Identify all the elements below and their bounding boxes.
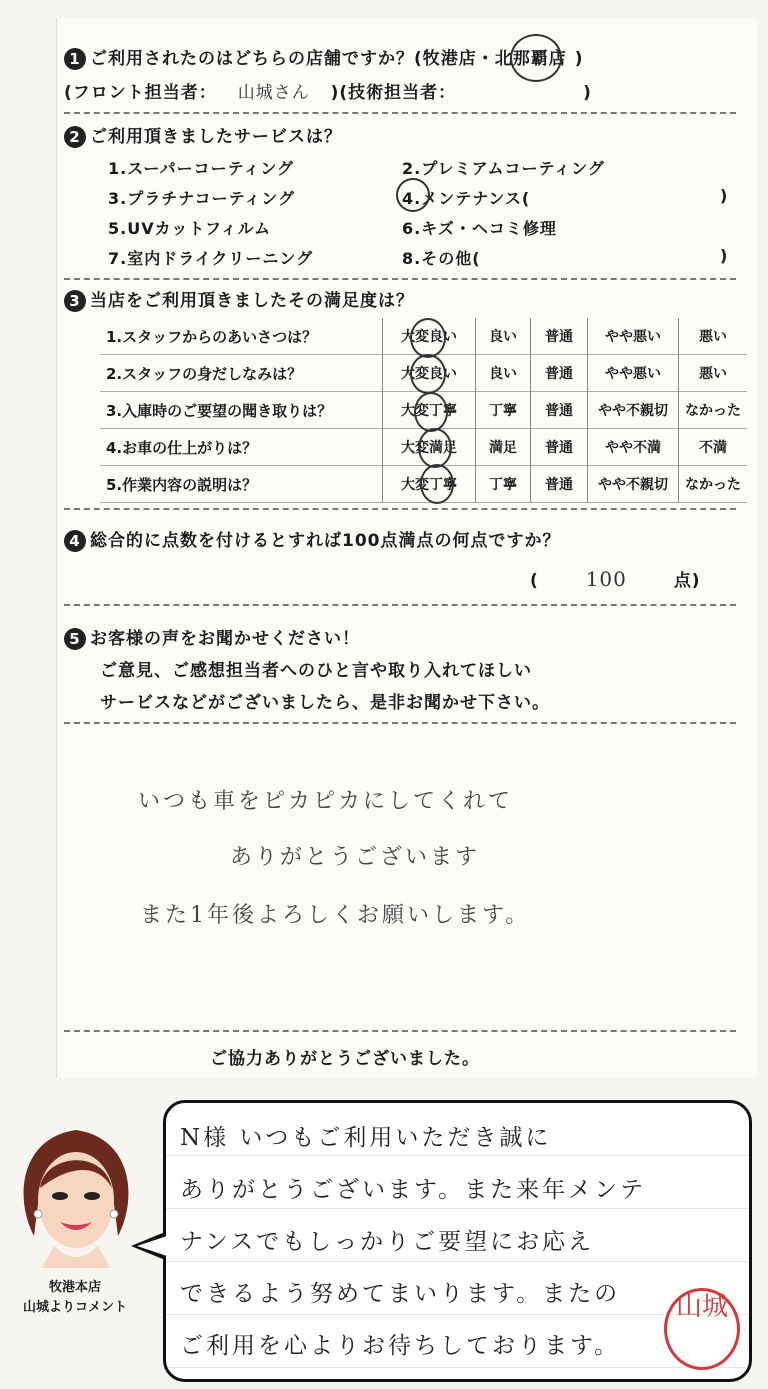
divider <box>64 278 736 280</box>
q1-separator: ・ <box>476 49 495 69</box>
q5-line-2: ご意見、ご感想担当者へのひと言や取り入れてほしい <box>100 661 532 681</box>
option-selected: 大変丁寧 <box>383 466 476 503</box>
option: 悪い <box>679 355 748 392</box>
option: 悪い <box>679 318 748 355</box>
staff-caption-name: 山城よりコメント <box>22 1300 127 1315</box>
q2-selection-circle <box>396 178 430 212</box>
option: やや悪い <box>588 355 679 392</box>
q1-staff-line <box>64 78 592 103</box>
staff-reply-line: ナンスでもしっかりご要望にお応え <box>180 1229 595 1255</box>
q4-heading <box>64 526 561 552</box>
q2-number: 2 <box>64 126 86 148</box>
divider <box>64 112 736 114</box>
q1-selection-circle <box>510 34 562 82</box>
customer-comment-line: ありがとうございます <box>230 845 481 870</box>
q2-question: ご利用頂きましたサービスは？ <box>90 127 342 147</box>
staff-avatar <box>14 1118 138 1268</box>
option: 普通 <box>531 466 588 503</box>
option: やや不親切 <box>588 466 679 503</box>
q3-heading <box>64 286 414 312</box>
customer-comment-line: また1年後よろしくお願いします。 <box>140 903 531 928</box>
row-label: 3.入庫時のご要望の聞き取りは？ <box>106 401 333 420</box>
tech-staff-label: )(技術担当者： <box>330 83 457 103</box>
divider <box>64 1030 736 1032</box>
q1-number: 1 <box>64 48 86 70</box>
q5-question: お客様の声をお聞かせください！ <box>90 629 360 649</box>
bubble-tail-inner <box>137 1236 167 1256</box>
row-label: 4.お車の仕上がりは？ <box>106 438 258 457</box>
tech-staff-close: ) <box>583 83 592 103</box>
q3-question: 当店をご利用頂きましたその満足度は？ <box>90 291 414 311</box>
option: 不満 <box>679 429 748 466</box>
q1-store-other: 北那覇店 <box>494 49 567 69</box>
option: 丁寧 <box>476 466 531 503</box>
option: 普通 <box>531 355 588 392</box>
q1-question: ご利用されたのはどちらの店舗ですか？( <box>90 49 423 69</box>
option: 良い <box>476 318 531 355</box>
service-close: ) <box>720 246 729 265</box>
q3-selection-circle <box>420 464 454 504</box>
option-selected: 大変良い <box>383 355 476 392</box>
service-item: 1.スーパーコーティング <box>108 159 295 178</box>
staff-reply-bubble <box>163 1100 752 1382</box>
q4-answer <box>530 566 701 591</box>
thanks-message: ご協力ありがとうございました。 <box>210 1049 480 1069</box>
service-item: 7.室内ドライクリーニング <box>108 249 314 268</box>
q3-selection-circle <box>418 428 452 468</box>
option: 満足 <box>476 429 531 466</box>
option-selected: 大変丁寧 <box>383 392 476 429</box>
option-selected: 大変良い <box>383 318 476 355</box>
option: 良い <box>476 355 531 392</box>
row-label: 1.スタッフからのあいさつは？ <box>106 327 318 346</box>
service-close: ) <box>720 186 729 205</box>
q4-open: ( <box>530 571 539 591</box>
q5-heading <box>64 624 360 650</box>
q3-number: 3 <box>64 290 86 312</box>
option: 普通 <box>531 429 588 466</box>
q5-line-3: サービスなどがございましたら、是非お聞かせ下さい。 <box>100 693 550 713</box>
service-item: 6.キズ・ヘコミ修理 <box>402 219 557 238</box>
service-item: 8.その他( <box>402 249 481 268</box>
row-label: 5.作業内容の説明は？ <box>106 475 258 494</box>
q1-line <box>64 44 584 70</box>
q3-selection-circle <box>410 354 446 394</box>
option: やや悪い <box>588 318 679 355</box>
service-item: 3.プラチナコーティング <box>108 189 295 208</box>
staff-reply-line: ありがとうございます。また来年メンテ <box>180 1177 647 1203</box>
option: やや不満 <box>588 429 679 466</box>
option: なかった <box>679 392 748 429</box>
row-label: 2.スタッフの身だしなみは？ <box>106 364 303 383</box>
divider <box>64 604 736 606</box>
option: 普通 <box>531 318 588 355</box>
option: 丁寧 <box>476 392 531 429</box>
q4-score: 100 <box>585 567 627 591</box>
divider <box>64 508 736 510</box>
staff-reply-line: ご利用を心よりお待ちしております。 <box>180 1333 621 1359</box>
option: やや不親切 <box>588 392 679 429</box>
staff-caption-store: 牧港本店 <box>48 1280 101 1295</box>
service-item: 2.プレミアムコーティング <box>402 159 605 178</box>
divider <box>64 722 736 724</box>
q3-selection-circle <box>414 392 448 432</box>
staff-reply-line: N様 いつもご利用いただき誠に <box>180 1125 552 1151</box>
q4-number: 4 <box>64 530 86 552</box>
customer-comment-line: いつも車をピカピカにしてくれて <box>138 789 514 814</box>
q1-store-selected: 牧港店 <box>422 49 477 69</box>
q3-selection-circle <box>410 318 446 358</box>
q5-number: 5 <box>64 628 86 650</box>
option: 普通 <box>531 392 588 429</box>
q2-heading <box>64 122 342 148</box>
option: なかった <box>679 466 748 503</box>
staff-reply-line: できるよう努めてまいります。またの <box>180 1281 621 1307</box>
service-item-selected: 4.メンテナンス( <box>402 189 531 208</box>
q4-unit: 点) <box>673 571 701 591</box>
q1-close: ) <box>574 49 584 69</box>
front-staff-value: 山城さん <box>237 83 310 103</box>
front-staff-label: (フロント担当者： <box>64 83 217 103</box>
q4-question: 総合的に点数を付けるとすれば100点満点の何点ですか？ <box>90 531 561 551</box>
name-seal: 山城 <box>664 1288 740 1370</box>
option-selected: 大変満足 <box>383 429 476 466</box>
service-item: 5.UVカットフィルム <box>108 219 272 238</box>
